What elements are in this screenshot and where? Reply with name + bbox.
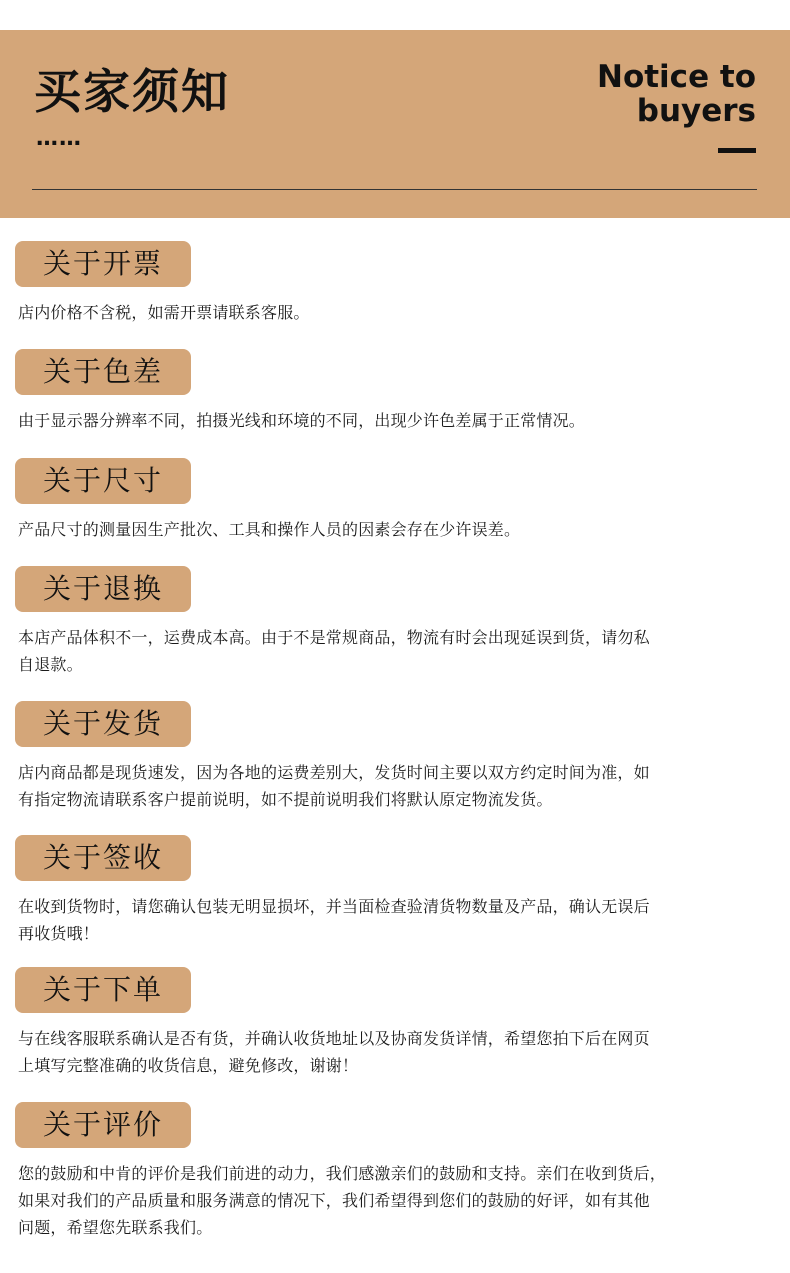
- section-title-color-difference: 关于色差: [15, 349, 191, 395]
- english-title: [597, 60, 756, 128]
- english-title-line1: Notice to: [597, 59, 756, 95]
- section-text-color-difference: 由于显示器分辨率不同，拍摄光线和环境的不同，出现少许色差属于正常情况。: [18, 411, 586, 430]
- section-text-reviews: 您的鼓励和中肯的评价是我们前进的动力，我们感激亲们的鼓励和支持。亲们在收到货后， 如果对我们的产品质量和服务满意的情况下，我们希望得到您们的鼓励的好评，如有其他 问题，希望您先联系我们。: [18, 1164, 667, 1237]
- section-title-reviews: 关于评价: [15, 1102, 191, 1148]
- notice-header: [0, 30, 790, 218]
- section-text-size: 产品尺寸的测量因生产批次、工具和操作人员的因素会存在少许误差。: [18, 520, 521, 539]
- page-title: 买家须知: [34, 65, 230, 120]
- section-title-ordering: 关于下单: [15, 967, 191, 1013]
- section-text-shipping: 店内商品都是现货速发，因为各地的运费差别大，发货时间主要以双方约定时间为准，如 有指定物流请联系客户提前说明，如不提前说明我们将默认原定物流发货。: [18, 763, 650, 809]
- section-text-ordering: 与在线客服联系确认是否有货，并确认收货地址以及协商发货详情，希望您拍下后在网页 上填写完整准确的收货信息，避免修改，谢谢！: [18, 1029, 650, 1075]
- english-title-line2: buyers: [636, 93, 756, 129]
- section-text-returns: 本店产品体积不一，运费成本高。由于不是常规商品，物流有时会出现延误到货，请勿私 自退款。: [18, 628, 650, 674]
- section-title-shipping: 关于发货: [15, 701, 191, 747]
- section-text-receipt: 在收到货物时，请您确认包装无明显损坏，并当面检查验清货物数量及产品，确认无误后 再收货哦！: [18, 897, 650, 943]
- section-title-receipt: 关于签收: [15, 835, 191, 881]
- section-title-returns: 关于退换: [15, 566, 191, 612]
- section-title-invoice: 关于开票: [15, 241, 191, 287]
- title-dots: ……: [36, 126, 82, 151]
- section-title-size: 关于尺寸: [15, 458, 191, 504]
- section-text-invoice: 店内价格不含税，如需开票请联系客服。: [18, 303, 310, 322]
- header-divider: [32, 189, 757, 190]
- title-dash-decoration: [718, 148, 756, 153]
